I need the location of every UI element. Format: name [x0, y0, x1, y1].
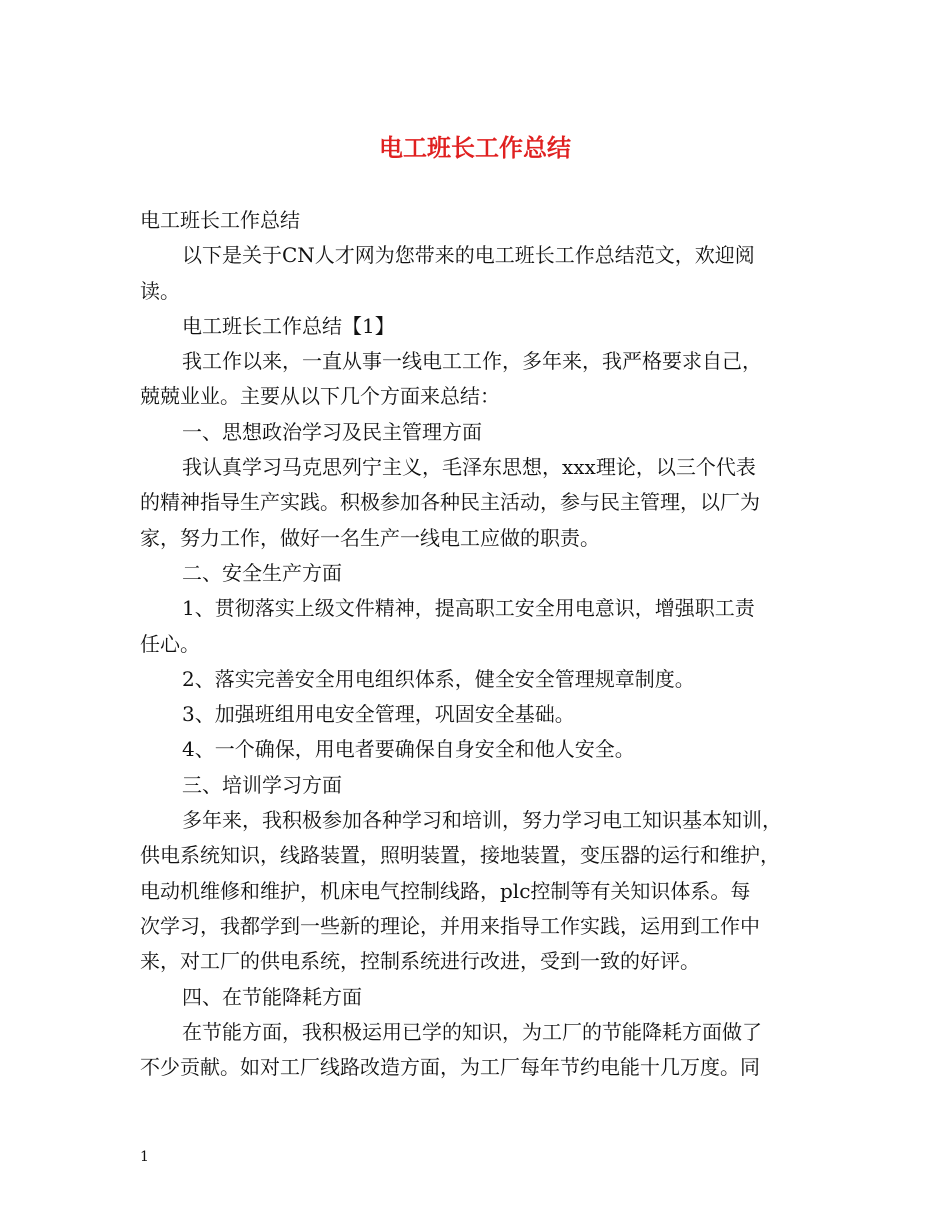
text-line: 1、贯彻落实上级文件精神，提高职工安全用电意识，增强职工责 — [182, 596, 755, 621]
text-line: 次学习，我都学到一些新的理论，并用来指导工作实践，运用到工作中 — [140, 913, 760, 938]
text-line: 我认真学习马克思列宁主义，毛泽东思想，xxx理论，以三个代表 — [182, 455, 756, 480]
text-line: 一、思想政治学习及民主管理方面 — [182, 419, 482, 444]
text-line: 电工班长工作总结 — [140, 208, 300, 232]
text-line: 2、落实完善安全用电组织体系，健全安全管理规章制度。 — [182, 666, 695, 691]
text-line: 四、在节能降耗方面 — [182, 984, 362, 1009]
text-line: 三、培训学习方面 — [182, 772, 342, 797]
text-line: 任心。 — [140, 631, 200, 656]
text-line: 多年来，我积极参加各种学习和培训，努力学习电工知识基本知训， — [182, 808, 782, 833]
text-line: 在节能方面，我积极运用已学的知识，为工厂的节能降耗方面做了 — [182, 1019, 762, 1044]
text-line: 不少贡献。如对工厂线路改造方面，为工厂每年节约电能十几万度。同 — [140, 1055, 760, 1080]
text-line: 家，努力工作，做好一名生产一线电工应做的职责。 — [140, 525, 600, 550]
text-line: 二、安全生产方面 — [182, 560, 342, 585]
text-line: 来，对工厂的供电系统，控制系统进行改进，受到一致的好评。 — [140, 949, 700, 974]
text-line: 4、一个确保，用电者要确保自身安全和他人安全。 — [182, 737, 635, 762]
text-line: 兢兢业业。主要从以下几个方面来总结： — [140, 384, 500, 409]
text-line: 3、加强班组用电安全管理，巩固安全基础。 — [182, 702, 575, 727]
text-line: 电工班长工作总结【1】 — [182, 313, 395, 338]
document-body — [140, 203, 816, 1085]
text-line: 读。 — [140, 278, 180, 303]
text-line: 以下是关于CN人才网为您带来的电工班长工作总结范文，欢迎阅 — [182, 243, 755, 268]
text-line: 的精神指导生产实践。积极参加各种民主活动，参与民主管理，以厂为 — [140, 490, 760, 515]
document-title: 电工班长工作总结 — [379, 133, 571, 162]
page-number: 1 — [140, 1149, 149, 1165]
text-line: 我工作以来，一直从事一线电工工作，多年来，我严格要求自己， — [182, 349, 762, 374]
text-line: 供电系统知识，线路装置，照明装置，接地装置，变压器的运行和维护， — [140, 843, 780, 868]
text-line: 电动机维修和维护，机床电气控制线路，plc控制等有关知识体系。每 — [140, 878, 751, 903]
